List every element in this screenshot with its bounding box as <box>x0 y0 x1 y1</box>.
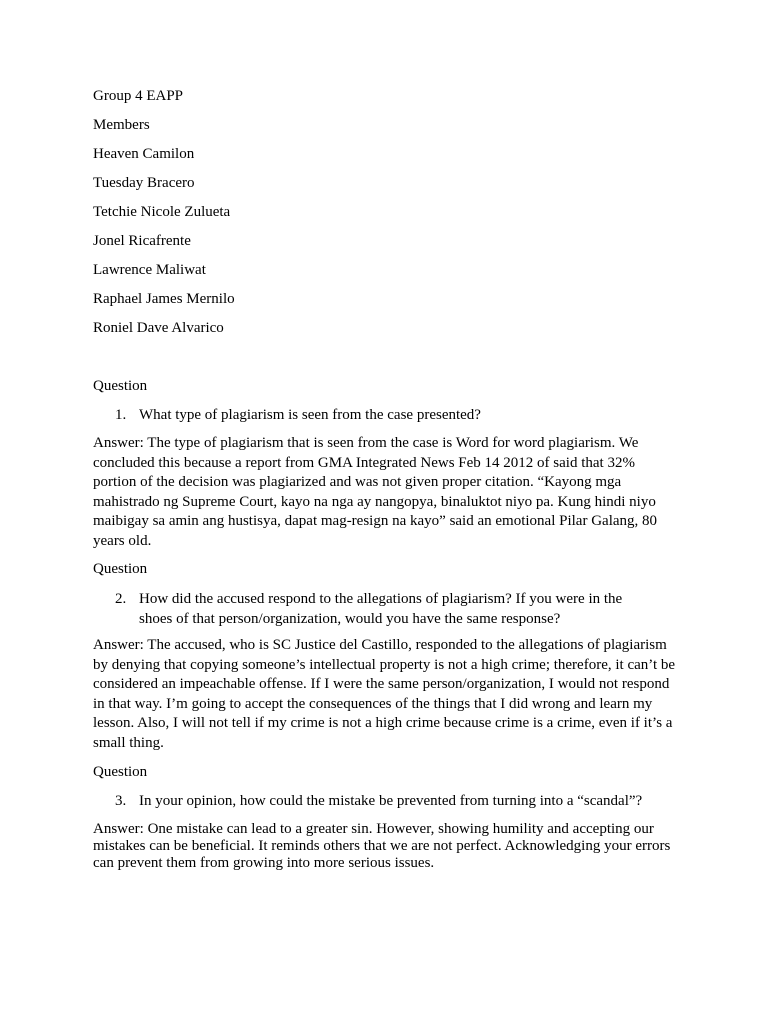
member-name: Roniel Dave Alvarico <box>93 320 224 336</box>
member-name: Tetchie Nicole Zulueta <box>93 204 231 220</box>
question-number: 3. <box>115 793 127 809</box>
question-text: What type of plagiarism is seen from the case presented? <box>139 407 481 423</box>
member-name: Raphael James Mernilo <box>93 291 235 307</box>
group-title: Group 4 EAPP <box>93 88 184 104</box>
question-item <box>115 405 655 425</box>
members-label: Members <box>93 117 150 133</box>
question-item <box>115 791 655 811</box>
question-number: 2. <box>115 591 127 607</box>
question-label: Question <box>93 764 148 780</box>
answer-paragraph: Answer: One mistake can lead to a greater sin. However, showing humility and accepting our mistakes can be beneficial. It reminds others that we are not perfect. Acknowledging your errors can prevent them from growing into more serious issues. <box>93 821 671 871</box>
member-name: Lawrence Maliwat <box>93 262 206 278</box>
question-label: Question <box>93 561 148 577</box>
question-text: How did the accused respond to the allegations of plagiarism? If you were in the shoes of that person/organization, would you have the same response? <box>139 591 623 627</box>
member-name: Heaven Camilon <box>93 146 195 162</box>
question-item <box>115 589 655 629</box>
question-text: In your opinion, how could the mistake be prevented from turning into a “scandal”? <box>139 793 643 809</box>
question-label: Question <box>93 378 148 394</box>
member-name: Tuesday Bracero <box>93 175 195 191</box>
member-name: Jonel Ricafrente <box>93 233 191 249</box>
answer-paragraph: Answer: The accused, who is SC Justice del Castillo, responded to the allegations of plagiarism by denying that copying someone’s intellectual property is not a high crime; therefore, it can’t be considered an impeachable offense. If I were the same person/organization, I would not respond in that way. I’m going to accept the consequences of the things that I did wrong and learn my lesson. Also, I will not tell if my crime is not a high crime because crime is a crime, even if it’s a small thing. <box>93 637 676 751</box>
question-number: 1. <box>115 407 127 423</box>
answer-paragraph: Answer: The type of plagiarism that is seen from the case is Word for word plagiarism. We concluded this because a report from GMA Integrated News Feb 14 2012 of said that 32% portion of the decision was plagiarized and was not given proper citation. “Kayong mga mahistrado ng Supreme Court, kayo na nga ay nangopya, binaluktot niyo pa. Kung hindi niyo maibigay sa amin ang hustisya, dapat mag-resign na kayo” said an emotional Pilar Galang, 80 years old. <box>93 435 658 549</box>
